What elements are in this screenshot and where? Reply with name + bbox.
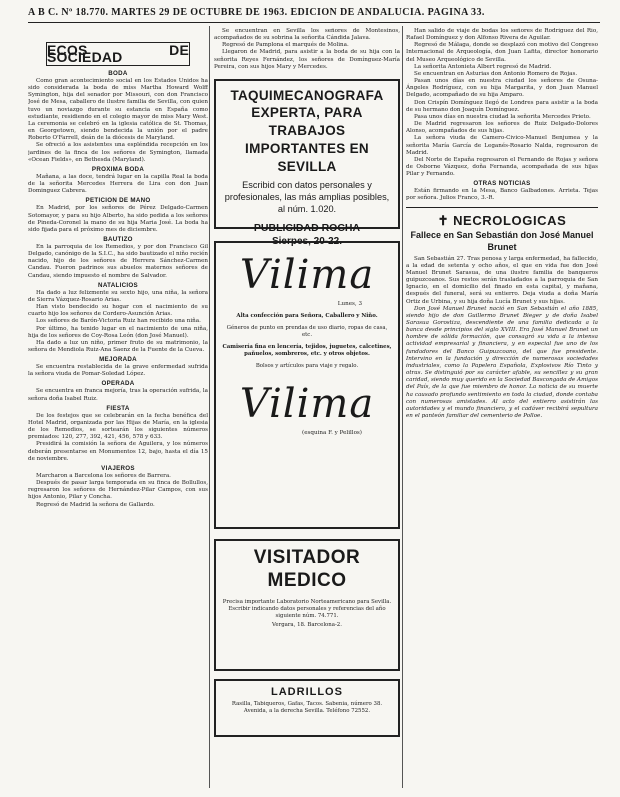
ad-line: Camisería fina en lencería, tejidos, juguetes, calcetines, pañuelos, sombreros, etc. y otros objetos. bbox=[222, 343, 392, 357]
paragraph-italic: Don José Manuel Brunet nació en San Sebastián el año 1885, siendo hijo de don Guillermo Brunet Bieger y de doña Isabel Sarasua Gorostiza, descendiente de una familia dedicada a la banca desde principios del siglo XVIII. Era José Manuel Brunet un hombre de sólida formación, que consagró su vida a la intensa actividad empresarial y financiera, y en especial fue uno de los fundadores del Banco Guipuzcoano, del que fue presidente. Intervino en la fundación y dirección de numerosas sociedades industriales, como la Papelera Española, Explosivos Río Tinto y otras. Se distinguió por su carácter afable, su sencillez y su gran caridad, siendo muy querido en la Sociedad Bascongada de Amigos del País, de la que fue miembro de honor. La noticia de su muerte ha causado profundo sentimiento en toda la ciudad, donde contaba con numerosas amistades. Al acto del entierro asistirán las autoridades y el mundo financiero, y el cadáver recibirá sepultura en el panteón familiar del cementerio de Polloe. bbox=[406, 305, 598, 420]
paragraph: Ha dado a luz un niño, primer fruto de su matrimonio, la señora de Mendiola Ruiz-Ana Saenz de la Fuente de la Cueva. bbox=[28, 339, 208, 353]
paragraph: Mañana, a las doce, tendrá lugar en la capilla Real la boda de la señorita Mercedes Herrera de Lira con don Juan Dominguez Cabrera. bbox=[28, 173, 208, 195]
subhead-boda: BODA bbox=[108, 70, 128, 77]
paragraph: Regresó de Madrid la señora de Gallardo. bbox=[36, 501, 155, 508]
paragraph: Don Crispín Domínguez llegó de Londres para asistir a la boda de su hermano don Joaquín Domínguez. bbox=[406, 99, 598, 113]
subhead-operada: OPERADA bbox=[101, 380, 135, 388]
ad-body: Rasilla, Tabiqueros, Gafas, Tacos. Sabenia, número 38. Avenida, a la derecha Sevilla. Teléfono 72552. bbox=[231, 700, 383, 714]
paragraph: La señorita Antonieta Albert regresó de Madrid. bbox=[414, 63, 552, 70]
subhead-otras-noticias: OTRAS NOTICIAS bbox=[473, 180, 531, 188]
paragraph: Llegaron de Madrid, para asistir a la boda de su hija con la señorita Reyes Fernández, los señores de Domínguez-María Pereira, con sus hijos Mary y Mercedes. bbox=[214, 49, 400, 70]
ad-vilima bbox=[214, 241, 400, 529]
section-box-title: ECOS DE SOCIEDAD bbox=[47, 41, 189, 65]
ad-headline: MEDICO bbox=[267, 569, 347, 591]
ad-address: Lunes, 3 bbox=[337, 300, 362, 307]
paragraph: De los festejos que se celebrarán en la fecha benéfica del Hotel Madrid, organizada por las Hijas de María, en la iglesia de los Remedios, se sortearán los siguientes números premiados: 120, 277, 392, 421, 456, 578 y 633. bbox=[28, 412, 208, 441]
necrologicas-title bbox=[406, 207, 598, 229]
subhead-mejorada: MEJORADA bbox=[99, 356, 137, 364]
paragraph: Han salido de viaje de bodas los señores de Rodríguez del Río, Rafael Domínguez y don Alfonso Rivera de Aguilar. bbox=[406, 28, 598, 42]
paragraph: En la parroquia de los Remedios, y por don Francisco Gil Delgado, canónigo de la S.I.C., ha sido bautizado el niño recién nacido, hijo de los señores de Herrera Sánchez-Carmen Candau. Fueron padrinos sus abuelos maternos señores de Candau, siendo impuesto el nombre de Salvador. bbox=[28, 243, 208, 279]
paragraph: En Madrid, por los señores de Pérez Delgado-Carmen Sotomayor, y para su hijo Alberto, ha sido pedida a los señores de Pineda-Coronel la mano de su hija Maria José. La boda ha sido fijada para el próximo mes de diciembre. bbox=[28, 205, 208, 233]
paragraph: Se encuentran en Asturias don Antonio Romero de Rojas. bbox=[414, 70, 578, 77]
paragraph: Ha dado a luz felizmente su sexto hijo, una niña, la señora de Sierra Vázquez-Rosario Arias. bbox=[28, 289, 208, 303]
column-news bbox=[406, 28, 598, 790]
ad-address: Vergara, 18. Barcelona-2. bbox=[272, 621, 342, 628]
paragraph: De Madrid regresaron los señores de Ruiz Delgado-Dolores Alonso, acompañados de sus hijas. bbox=[406, 121, 598, 135]
ad-line: Bolsos y artículos para viaje y regalo. bbox=[255, 362, 359, 369]
subhead-natalicios: NATALICIOS bbox=[98, 281, 138, 289]
subhead-viajeros: VIAJEROS bbox=[101, 464, 135, 472]
paragraph: Marcharon a Barcelona los señores de Barrera. bbox=[36, 472, 171, 479]
ad-headline: VISITADOR bbox=[253, 546, 361, 568]
paragraph: Después de pasar larga temporada en su finca de Bollullos, regresaron los señores de Hernández-Pilar Campos, con sus hijos Antonio, Pilar y Concha. bbox=[28, 480, 208, 501]
subhead-fiesta: FIESTA bbox=[106, 404, 130, 412]
column-ads bbox=[214, 28, 400, 790]
cross-icon: ✝ bbox=[437, 212, 450, 228]
ad-agency: PUBLICIDAD ROCHA bbox=[253, 221, 361, 234]
column-divider bbox=[209, 26, 210, 788]
paragraph: Por último, ha tenido lugar en el nacimiento de una niña, hija de los señores de Coy-Rosa León (don José Manuel). bbox=[28, 325, 208, 339]
paragraph: Presidirá la comisión la señora de Aguilera, y los números deberán presentarse en Monumentos 12, bajo, hasta el día 15 de noviembre. bbox=[28, 441, 208, 462]
ad-headline: LADRILLOS bbox=[271, 685, 343, 698]
ad-taquimecanografa bbox=[214, 79, 400, 247]
subhead-proxima-boda: PROXIMA BODA bbox=[91, 165, 145, 173]
ad-ladrillos bbox=[214, 679, 400, 737]
ad-headline: EXPERTA, PARA TRABAJOS bbox=[251, 104, 363, 138]
paragraph: Han visto bendecido su hogar con el nacimiento de su cuarto hijo los señores de Cordero-Asunción Arias. bbox=[28, 304, 208, 318]
ad-body: Escribid con datos personales y profesionales, las más amplias posibles, al núm. 1.020. bbox=[224, 179, 390, 214]
ad-line: Alta confección para Señora, Caballero y Niño. bbox=[236, 312, 378, 319]
ad-body: Precisa importante Laboratorio Norteamericano para Sevilla. Escribir indicando datos personales y referencias del año siguiente núm. 74.771. bbox=[222, 598, 392, 619]
paragraph: Se ofreció a los asistentes una espléndida recepción en los jardines de la finca de los señores de Symington, llamada «Ocean Fields», en Bethesda (Maryland). bbox=[28, 142, 208, 163]
paragraph: Regresó de Pamplona el marqués de Molina. bbox=[222, 42, 349, 49]
vilima-logo: Vilima bbox=[239, 251, 375, 298]
necrologicas-subtitle: Fallece en San Sebastián don José Manuel Brunet bbox=[410, 229, 594, 252]
ad-headline: IMPORTANTES EN SEVILLA bbox=[245, 140, 369, 174]
paragraph: Regresó de Málaga, donde se desplazó con motivo del Congreso Internacional de Arqueología, don Juan Lafita, director honorario del Museo Arqueológico de Sevilla. bbox=[406, 42, 598, 63]
paragraph: Del Norte de España regresaron el Fernando de Rojas y señora de Osborne Vázquez, doña Fernanda, acompañada de sus hijas Pilar y Fernando. bbox=[406, 156, 598, 178]
column-society bbox=[28, 28, 208, 790]
paragraph: Pasan unos días en nuestra ciudad los señores de Osuna-Ángeles Rodríguez, con su hija Margarita, y don Juan Manuel Delgado, acompañado de su hija Amparo. bbox=[406, 78, 598, 99]
paragraph: Están firmando en la Mesa, Banco Galbadones. Arrieta. Tejas por señora. Julios Franco, 3.-R. bbox=[406, 188, 598, 202]
paragraph: San Sebastián 27. Tras penosa y larga enfermedad, ha fallecido, a la edad de setenta y ocho años, el que en vida fue don José Manuel Brunet Sarasua, de una ilustre familia de banqueros guipuzcoanos. Sus restos serán trasladados a la parroquia de San Ignacio, en el domicilio del finado en esta capital, y mañana, después del funeral, será su entierro. Deja viuda a doña María Ortiz de Urbina, y su hija doña Lucía Brunet y sus hijas. bbox=[406, 255, 598, 305]
paragraph: Se encuentra en franca mejoría, tras la operación sufrida, la señora doña Isabel Ruiz. bbox=[28, 388, 208, 402]
paragraph: La señora viuda de Camero-Civico-Manuel Benjumea y la señorita María García de Leganés-Rosario Nalda, regresaron de Madrid. bbox=[406, 135, 598, 156]
paragraph: Se encuentran en Sevilla los señores de Montesinos, acompañados de su sobrina la señorita Cándida Jalava. bbox=[214, 28, 400, 42]
subhead-bautizo: BAUTIZO bbox=[103, 235, 133, 243]
paragraph: Como gran acontecimiento social en los Estados Unidos ha sido considerada la boda de miss Martha Howard Wolff Symington, hija del senador por Missouri, con don Francisco José de Mesa, caballero de ilustre familia de Sevilla, con quien tuvo un noviazgo durante su estancia en España como estudiante, residiendo en el colegio mayor de miss Mary West. La ceremonia se celebró en la iglesia católica de St. Thomas, en Georgetown, siendo bendecida la unión por el padre Roberto O'Farrell, deán de la diócesis de Maryland. bbox=[28, 78, 208, 142]
ad-address: (esquina F. y Pelillos) bbox=[302, 429, 362, 436]
column-divider bbox=[402, 26, 403, 788]
necrologicas-label: NECROLOGICAS bbox=[453, 212, 567, 228]
masthead: A B C. Nº 18.770. MARTES 29 DE OCTUBRE DE 1963. EDICION DE ANDALUCIA. PAGINA 33. bbox=[28, 7, 485, 18]
paragraph: Pasa unos días en nuestra ciudad la señorita Mercedes Prieto. bbox=[414, 113, 591, 120]
ad-address: Sierpes, 20-22. bbox=[271, 235, 343, 247]
ad-line: Géneros de punto en prendas de uso diario, ropas de casa, etc. bbox=[226, 324, 388, 338]
subhead-peticion: PETICION DE MANO bbox=[85, 197, 151, 205]
masthead-rule bbox=[28, 22, 600, 23]
paragraph: Los señores de Barón-Victoria Ruiz han recibido una niña. bbox=[36, 318, 201, 325]
ad-headline: TAQUIMECANOGRAFA bbox=[230, 87, 384, 103]
paragraph: Se encuentra restablecida de la grave enfermedad sufrida la señora viuda de Pomar-Soledad López. bbox=[28, 364, 208, 378]
ad-visitador-medico bbox=[214, 539, 400, 671]
vilima-logo: Vilima bbox=[239, 380, 375, 427]
